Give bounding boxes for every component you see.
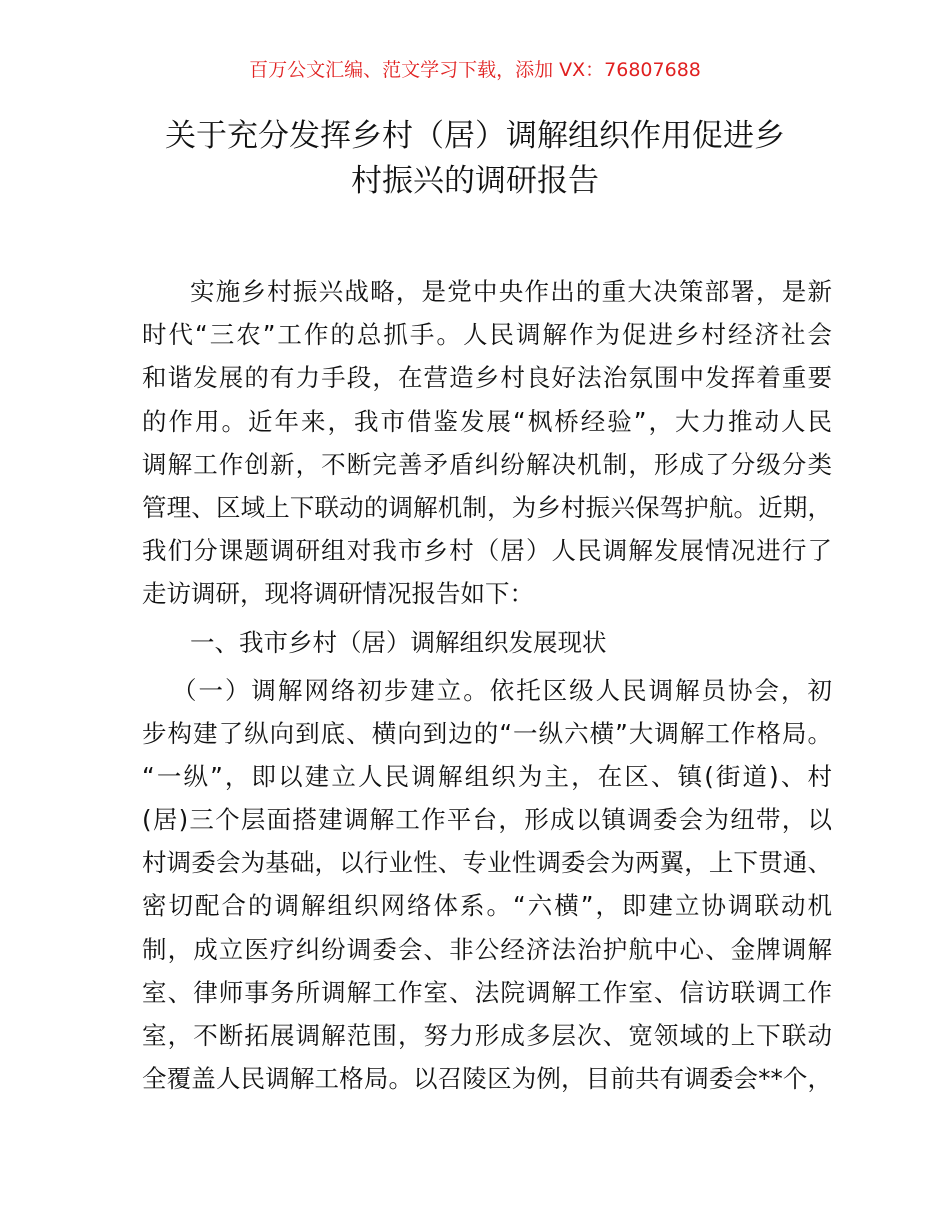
text-line: “一纵”，即以建立人民调解组织为主，在区、镇(街道)、村 <box>142 761 832 791</box>
text-line: 调解工作创新，不断完善矛盾纠纷解决机制，形成了分级分类 <box>142 449 832 479</box>
text-line: 制，成立医疗纠纷调委会、非公经济法治护航中心、金牌调解 <box>142 934 832 964</box>
paragraph-network <box>142 669 832 1101</box>
text-line: 室，不断拓展调解范围，努力形成多层次、宽领域的上下联动 <box>142 1021 832 1050</box>
text-line: 和谐发展的有力手段，在营造乡村良好法治氛围中发挥着重要 <box>142 363 832 393</box>
text-line: 我们分课题调研组对我市乡村（居）人民调解发展情况进行了 <box>142 536 832 566</box>
document-body <box>142 270 832 1100</box>
paragraph-intro <box>142 270 832 616</box>
text-line: 室、律师事务所调解工作室、法院调解工作室、信访联调工作 <box>142 977 832 1007</box>
section-heading: 一、我市乡村（居）调解组织发展现状 <box>190 627 607 657</box>
text-line: 的作用。近年来，我市借鉴发展“枫桥经验”，大力推动人民 <box>142 406 832 436</box>
document-title <box>100 114 850 204</box>
text-line: 实施乡村振兴战略，是党中央作出的重大决策部署，是新 <box>190 277 832 306</box>
title-line: 村振兴的调研报告 <box>351 163 599 199</box>
text-line: 密切配合的调解组织网络体系。“六横”，即建立协调联动机 <box>142 891 832 921</box>
text-line: 走访调研，现将调研情况报告如下： <box>142 579 534 609</box>
watermark-header: 百万公文汇编、范文学习下载，添加 VX：76807688 <box>249 59 701 81</box>
text-line: （一）调解网络初步建立。依托区级人民调解员协会，初 <box>172 675 832 705</box>
text-line: 步构建了纵向到底、横向到边的“一纵六横”大调解工作格局。 <box>142 718 832 748</box>
text-line: 时代“三农”工作的总抓手。人民调解作为促进乡村经济社会 <box>142 320 832 350</box>
text-line: (居)三个层面搭建调解工作平台，形成以镇调委会为纽带，以 <box>142 805 832 835</box>
text-line: 全覆盖人民调解工格局。以召陵区为例，目前共有调委会**个， <box>142 1064 832 1094</box>
text-line: 村调委会为基础，以行业性、专业性调委会为两翼，上下贯通、 <box>142 848 832 878</box>
title-line: 关于充分发挥乡村（居）调解组织作用促进乡 <box>165 118 785 154</box>
text-line: 管理、区域上下联动的调解机制，为乡村振兴保驾护航。近期， <box>142 492 832 522</box>
